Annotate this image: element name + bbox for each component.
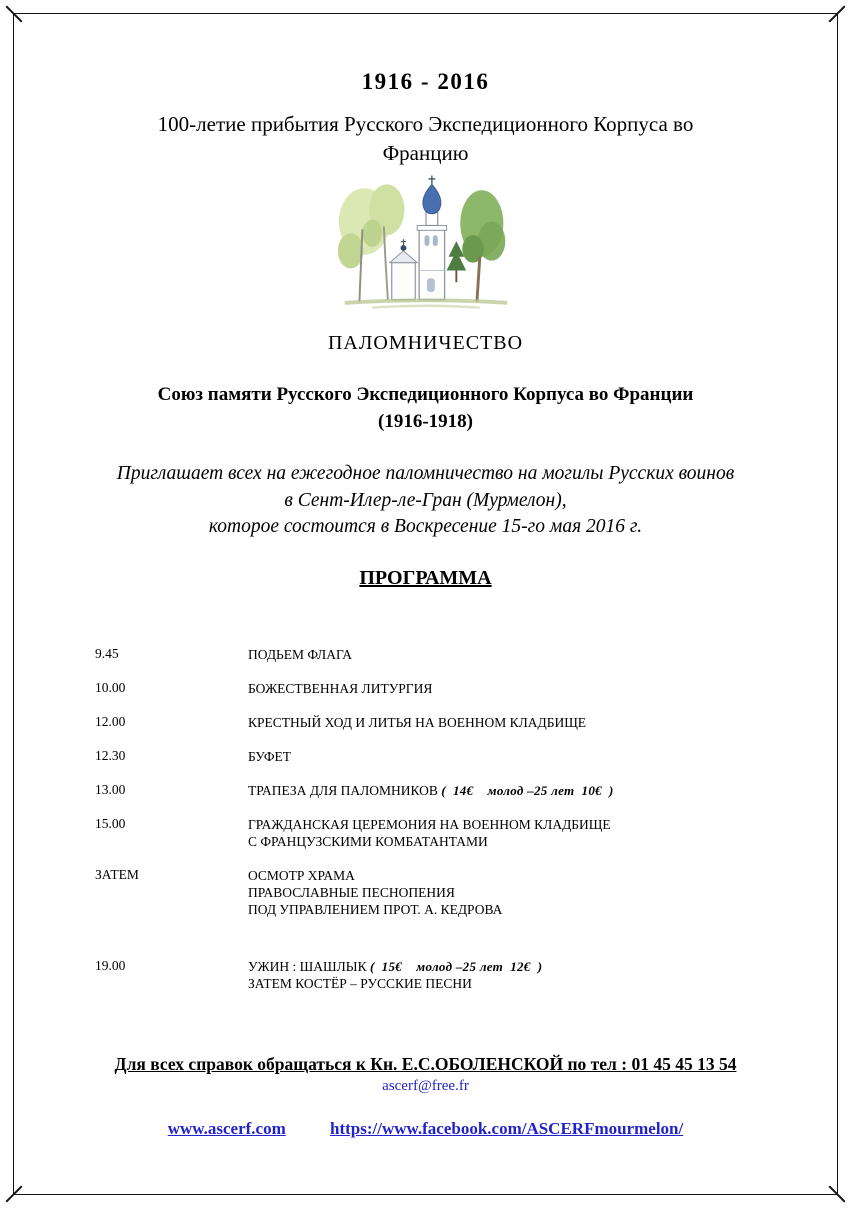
schedule-item-price: ( 14€ молод –25 лет 10€ )	[441, 782, 614, 798]
schedule-item-line-3: ПОД УПРАВЛЕНИЕМ ПРОТ. А. КЕДРОВА	[248, 901, 503, 917]
schedule-item-text	[248, 867, 502, 918]
corner-mark-bottom-right	[829, 1186, 846, 1203]
schedule-item-text: БОЖЕСТВЕННАЯ ЛИТУРГИЯ	[248, 680, 433, 696]
website-link[interactable]: www.ascerf.com	[167, 1118, 286, 1138]
schedule-item-line-1: ОСМОТР ХРАМА	[248, 867, 355, 883]
invitation-line-1: Приглашает всех на ежегодное паломничество на могилы Русских воинов	[116, 463, 735, 484]
schedule-item-line-2: ЗАТЕМ КОСТЁР – РУССКИЕ ПЕСНИ	[248, 975, 472, 991]
schedule-item-price: ( 15€ молод –25 лет 12€ )	[369, 958, 543, 974]
schedule-row	[95, 958, 791, 992]
schedule-item-text: БУФЕТ	[248, 748, 291, 764]
schedule-time: 15.00	[95, 815, 126, 831]
schedule-row	[95, 748, 791, 765]
schedule-time: 13.00	[95, 781, 126, 797]
schedule-time: ЗАТЕМ	[95, 866, 139, 882]
schedule-time: 12.30	[95, 747, 126, 763]
schedule-time: 12.00	[95, 713, 126, 729]
title-years: 1916 - 2016	[361, 69, 490, 94]
schedule-time: 19.00	[95, 957, 126, 973]
links-line	[0, 1119, 851, 1139]
schedule-row	[95, 867, 791, 918]
schedule-item-label: УЖИН : ШАШЛЫК	[248, 958, 370, 974]
church-drawing	[333, 172, 519, 320]
schedule-item-line-2: С ФРАНЦУЗСКИМИ КОМБАТАНТАМИ	[248, 833, 488, 849]
schedule-row	[95, 680, 791, 697]
schedule-item-text	[248, 782, 614, 799]
schedule-row	[95, 714, 791, 731]
schedule-row	[95, 816, 791, 850]
schedule-item-label: ТРАПЕЗА ДЛЯ ПАЛОМНИКОВ	[248, 782, 442, 798]
schedule-item-line-1: ГРАЖДАНСКАЯ ЦЕРЕМОНИЯ НА ВОЕННОМ КЛАДБИЩЕ	[248, 816, 611, 832]
schedule-item-text	[248, 816, 611, 850]
schedule-time: 10.00	[95, 679, 126, 695]
schedule-item-text: ПОДЬЕМ ФЛАГА	[248, 646, 353, 662]
program-schedule	[95, 646, 791, 992]
email-line	[0, 1078, 851, 1095]
corner-mark-bottom-left	[6, 1186, 23, 1203]
schedule-item-text	[248, 958, 542, 992]
facebook-link[interactable]: https://www.facebook.com/ASCERFmourmelon/	[330, 1118, 684, 1138]
invitation-line-2: в Сент-Илер-ле-Гран (Мурмелон),	[284, 489, 567, 511]
program-title: ПРОГРАММА	[359, 566, 492, 589]
pilgrimage-title: ПАЛОМНИЧЕСТВО	[327, 332, 524, 354]
subtitle	[0, 110, 851, 168]
subtitle-line-2: Францию	[382, 141, 469, 165]
schedule-item-line-2: ПРАВОСЛАВНЫЕ ПЕСНОПЕНИЯ	[248, 884, 455, 900]
union-title	[0, 381, 851, 435]
schedule-row	[95, 646, 791, 663]
invitation-text	[0, 461, 851, 541]
union-line-2: (1916-1918)	[378, 411, 473, 432]
schedule-time: 9.45	[95, 645, 119, 661]
church-illustration	[0, 172, 851, 322]
schedule-item-line-1	[248, 958, 542, 975]
invitation-line-3: которое состоится в Воскресение 15-го мая 2016 г.	[208, 516, 643, 537]
subtitle-line-1: 100-летие прибытия Русского Экспедиционного Корпуса во	[157, 112, 694, 136]
contact-info: Для всех справок обращаться к Кн. Е.С.ОБОЛЕНСКОЙ по тел : 01 45 45 13 54	[114, 1053, 737, 1074]
schedule-item-text: КРЕСТНЫЙ ХОД И ЛИТЬЯ НА ВОЕННОМ КЛАДБИЩЕ	[248, 714, 587, 730]
email-link[interactable]: ascerf@free.fr	[382, 1077, 469, 1094]
union-line-1: Союз памяти Русского Экспедиционного Корпуса во Франции	[157, 384, 694, 405]
schedule-row	[95, 782, 791, 799]
